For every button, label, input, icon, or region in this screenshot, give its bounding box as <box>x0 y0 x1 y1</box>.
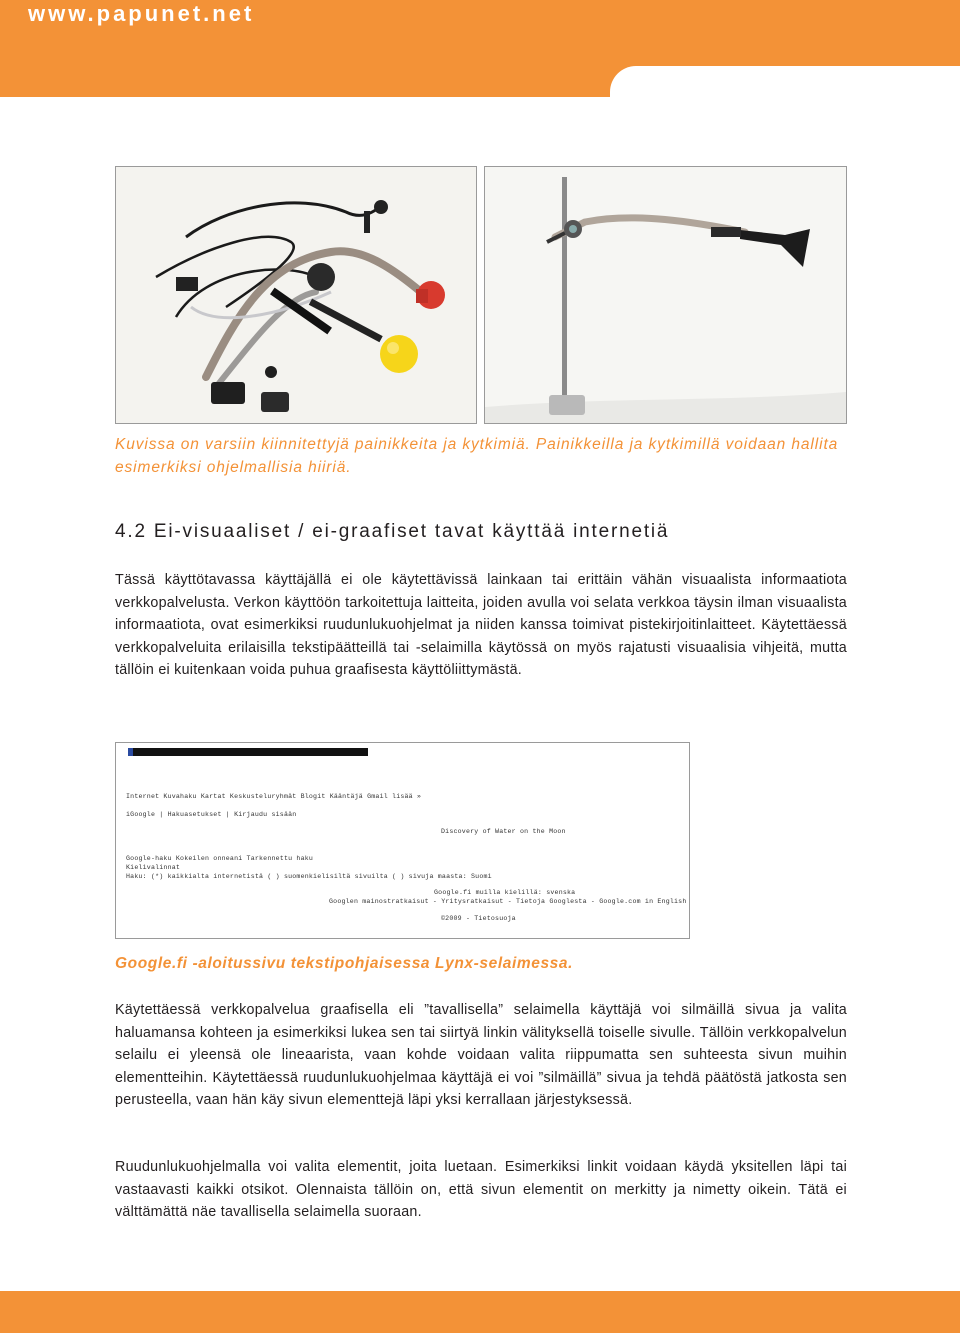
site-name[interactable]: www.papunet.net <box>28 1 255 26</box>
photo-switches-image <box>116 167 476 423</box>
photo-stand <box>484 166 847 424</box>
lynx-other-languages: Google.fi muilla kielillä: svenska <box>434 889 576 896</box>
lynx-search-buttons: Google-haku Kokeilen onneani Tarkennettu haku <box>126 855 314 862</box>
lynx-caption: Google.fi -aloitussivu tekstipohjaisessa Lynx-selaimessa. <box>115 955 574 972</box>
photo-switches <box>115 166 477 424</box>
lynx-footer-links: Googlen mainostratkaisut - Yritysratkaisut - Tietoja Googlesta - Google.com in English <box>329 898 687 905</box>
footer-bar <box>0 1291 960 1333</box>
header-tab-shape <box>610 66 960 97</box>
photo-stand-image <box>485 167 846 423</box>
paragraph-screen-reader: Ruudunlukuohjelmalla voi valita elementit, joita luetaan. Esimerkiksi linkit voidaan käydä yksitellen läpi tai vastaavasti kaikki otsikot. Olennaista tällöin on, että sivun elementit on merkitty ja nimetty oikein. Tätä ei välttämättä näe tavallisella selaimella suoraan. <box>115 1159 847 1221</box>
paragraph-intro: Tässä käyttötavassa käyttäjällä ei ole käytettävissä lainkaan tai erittäin vähän visuaalista informaatiota verkkopalvelusta. Verkon käyttöön tarkoitettuja laitteita, joiden avulla voi selata verkkoa täysin ilman visuaalista informaatiota, ovat esimerkiksi ruudunlukuohjelmat ja niiden kanssa toimivat pistekirjoitinlaitteet. Käytettäessä verkkopalveluita erilaisilla tekstipäätteillä tai -selaimilla käytössä on myös rajatusti visuaalisia vihjeitä, mutta tällöin ei kuitenkaan voida puhua graafisesta käyttöliittymästä. <box>115 572 847 679</box>
lynx-screenshot <box>115 742 690 939</box>
lynx-nav-links: Internet Kuvahaku Kartat Keskusteluryhmät Blogit Kääntäjä Gmail lisää » <box>126 793 422 800</box>
lynx-cursor <box>128 748 133 756</box>
lynx-account-links: iGoogle | Hakuasetukset | Kirjaudu sisään <box>126 811 297 818</box>
lynx-search-scope: Haku: (*) kaikkialta internetistä ( ) suomenkielisiltä sivuilta ( ) sivuja maasta: Suomi <box>126 873 492 880</box>
header-bar <box>0 0 960 97</box>
lynx-status-bar <box>128 748 368 756</box>
paragraph-graphical-browsing: Käytettäessä verkkopalvelua graafisella eli ”tavallisella” selaimella käyttäjä voi silmäillä sivua ja valita haluamansa kohteen ja esimerkiksi lukea sen tai siirtyä linkin välityksellä toiselle sivulle. Tällöin verkkopalvelun selailu ei yleensä ole lineaarista, vaan kohde voidaan valita riippumatta sen suhteesta sivun muihin elementteihin. Käytettäessä ruudunlukuohjelmaa käyttäjä ei voi ”silmäillä” sivua ja tehdä päätöstä jatkosta sen perusteella, vaan hän käy sivun elementtejä läpi yksi kerrallaan järjestyksessä. <box>115 1002 847 1109</box>
lynx-language-options: Kielivalinnat <box>126 864 181 871</box>
lynx-doodle-text: Discovery of Water on the Moon <box>441 828 566 835</box>
lynx-copyright: ©2009 - Tietosuoja <box>441 915 516 922</box>
section-title: 4.2 Ei-visuaaliset / ei-graafiset tavat käyttää internetiä <box>115 521 670 542</box>
photo-caption: Kuvissa on varsiin kiinnitettyjä painikkeita ja kytkimiä. Painikkeilla ja kytkimillä voidaan hallita esimerkiksi ohjelmallisia hiiriä. <box>115 436 839 476</box>
